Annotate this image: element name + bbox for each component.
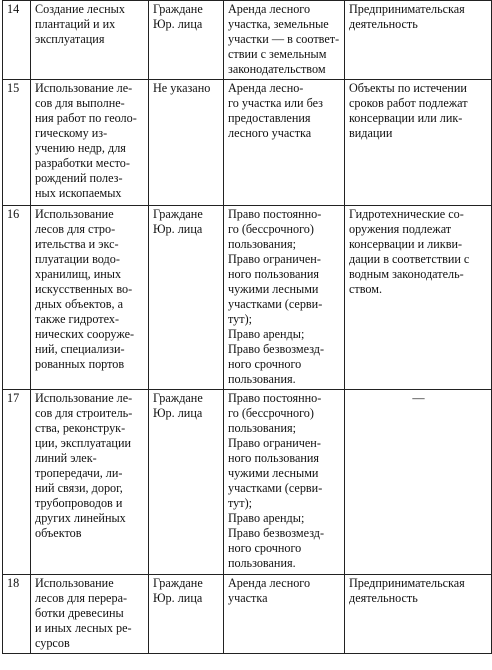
table-row (3, 80, 492, 206)
right-cell (224, 206, 345, 390)
note-text: Предпринимательская деятельность (349, 2, 465, 31)
row-number (3, 575, 31, 654)
subjects-text: Граждане Юр. лица (153, 391, 203, 420)
right-cell (224, 80, 345, 206)
subjects-cell (149, 390, 224, 575)
use-kind-cell (31, 206, 149, 390)
subjects-text: Граждане Юр. лица (153, 576, 203, 605)
note-cell (345, 390, 492, 575)
subjects-cell (149, 80, 224, 206)
forest-use-table (2, 0, 492, 654)
row-number-text: 18 (7, 576, 20, 590)
note-text: — (412, 391, 425, 405)
subjects-text: Граждане Юр. лица (153, 2, 203, 31)
right-cell (224, 575, 345, 654)
right-text: Аренда лесно- го участка или без предоставления лесного участка (228, 81, 323, 140)
use-kind-text: Создание лесных плантаций и их эксплуатация (35, 2, 125, 46)
use-kind-cell (31, 1, 149, 80)
right-text: Право постоянно- го (бессрочного) пользования; Право ограничен- ного пользования чужими лесными участками (серви- тут); Право аренды; Право безвозмезд- ного срочного пользования. (228, 391, 325, 570)
row-number (3, 80, 31, 206)
row-number-text: 16 (7, 207, 20, 221)
subjects-cell (149, 1, 224, 80)
table-row (3, 575, 492, 654)
row-number-text: 14 (7, 2, 20, 16)
row-number (3, 1, 31, 80)
subjects-text: Граждане Юр. лица (153, 207, 203, 236)
table-row (3, 1, 492, 80)
subjects-text: Не указано (153, 81, 211, 95)
subjects-cell (149, 575, 224, 654)
row-number-text: 15 (7, 81, 20, 95)
table-row (3, 390, 492, 575)
table-row (3, 206, 492, 390)
right-text: Право постоянно- го (бессрочного) пользования; Право ограничен- ного пользования чужими лесными участками (серви- тут); Право аренды; Право безвозмезд- ного срочного пользования. (228, 207, 325, 386)
note-cell (345, 80, 492, 206)
note-cell (345, 206, 492, 390)
note-cell (345, 575, 492, 654)
right-text: Аренда лесного участка (228, 576, 311, 605)
right-cell (224, 390, 345, 575)
row-number-text: 17 (7, 391, 20, 405)
use-kind-text: Использование лесов для стро- ительства и экс- плуатации водо- хранилищ, иных искусственных во- дных объектов, а также гидротех- нических сооруже- ний, специализи- рованных портов (35, 207, 135, 371)
note-text: Объекты по истечении сроков работ подлежат консервации или лик- видации (349, 81, 468, 140)
right-cell (224, 1, 345, 80)
use-kind-cell (31, 575, 149, 654)
note-text: Предпринимательская деятельность (349, 576, 465, 605)
row-number (3, 206, 31, 390)
right-text: Аренда лесного участка, земельные участки — в соответ- ствии с земельным законодательством (228, 2, 340, 76)
row-number (3, 390, 31, 575)
subjects-cell (149, 206, 224, 390)
use-kind-text: Использование ле- сов для строитель- ства, реконструк- ции, эксплуатации линий элек- тропередачи, ли- ний связи, дорог, трубопроводов и других линейных объектов (35, 391, 133, 540)
use-kind-cell (31, 390, 149, 575)
note-text: Гидротехнические со- оружения подлежат консервации и ликви- дации в соответствии с водным законодатель- ством. (349, 207, 470, 296)
use-kind-cell (31, 80, 149, 206)
use-kind-text: Использование ле- сов для выполне- ния работ по геоло- гическому из- учению недр, для разработки место- рождений полез- ных ископаемых (35, 81, 137, 200)
use-kind-text: Использование лесов для перера- ботки древесины и иных лесных ре- сурсов (35, 576, 132, 650)
note-cell (345, 1, 492, 80)
